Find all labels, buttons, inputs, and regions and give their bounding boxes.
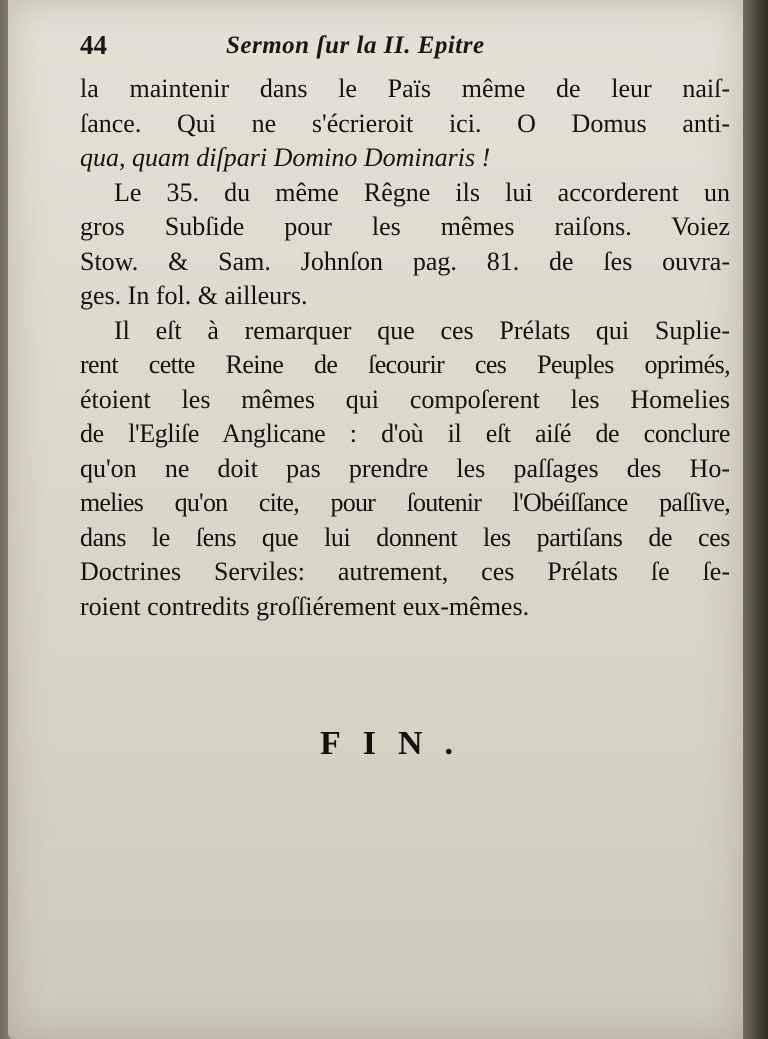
text-line: Stow. & Sam. Johnſon pag. 81. de ſes ouvra-	[80, 246, 730, 276]
text-line: qua, quam diſpari Domino Dominaris !	[80, 143, 491, 172]
text-line: qu'on ne doit pas prendre les paſſages des Ho-	[80, 453, 730, 483]
text-line: gros Subſide pour les mêmes raiſons. Voiez	[80, 212, 730, 241]
text-line: Doctrines Serviles: autrement, ces Prélats ſe ſe-	[80, 557, 730, 586]
text-line: rent cette Reine de ſecourir ces Peuples oprimés,	[80, 350, 730, 379]
closing-fin: FIN.	[320, 725, 476, 762]
text-line: roient contredits groſſiérement eux-mêmes.	[80, 591, 530, 621]
page-header	[80, 30, 720, 70]
text-line: de l'Egliſe Anglicane : d'où il eſt aiſé de conclure	[80, 419, 730, 448]
text-line: Le 35. du même Rêgne ils lui accorderent un	[114, 177, 730, 207]
text-line: étoient les mêmes qui compoſerent les Homelies	[80, 384, 730, 414]
text-line: la maintenir dans le Païs même de leur naiſ-	[80, 74, 730, 103]
text-line: ſance. Qui ne s'écrieroit ici. O Domus anti-	[80, 108, 730, 138]
text-line: dans le ſens que lui donnent les partiſans de ces	[80, 522, 730, 552]
body-text	[80, 72, 730, 624]
text-line: Il eſt à remarquer que ces Prélats qui Suplie-	[114, 315, 730, 345]
text-line: ges. In fol. & ailleurs.	[80, 281, 308, 310]
running-head: Sermon ſur la II. Epitre	[226, 32, 485, 59]
text-line: melies qu'on cite, pour ſoutenir l'Obéiſſance paſſive,	[80, 488, 730, 517]
page-number: 44	[80, 30, 107, 60]
show-through-text	[78, 640, 728, 1030]
